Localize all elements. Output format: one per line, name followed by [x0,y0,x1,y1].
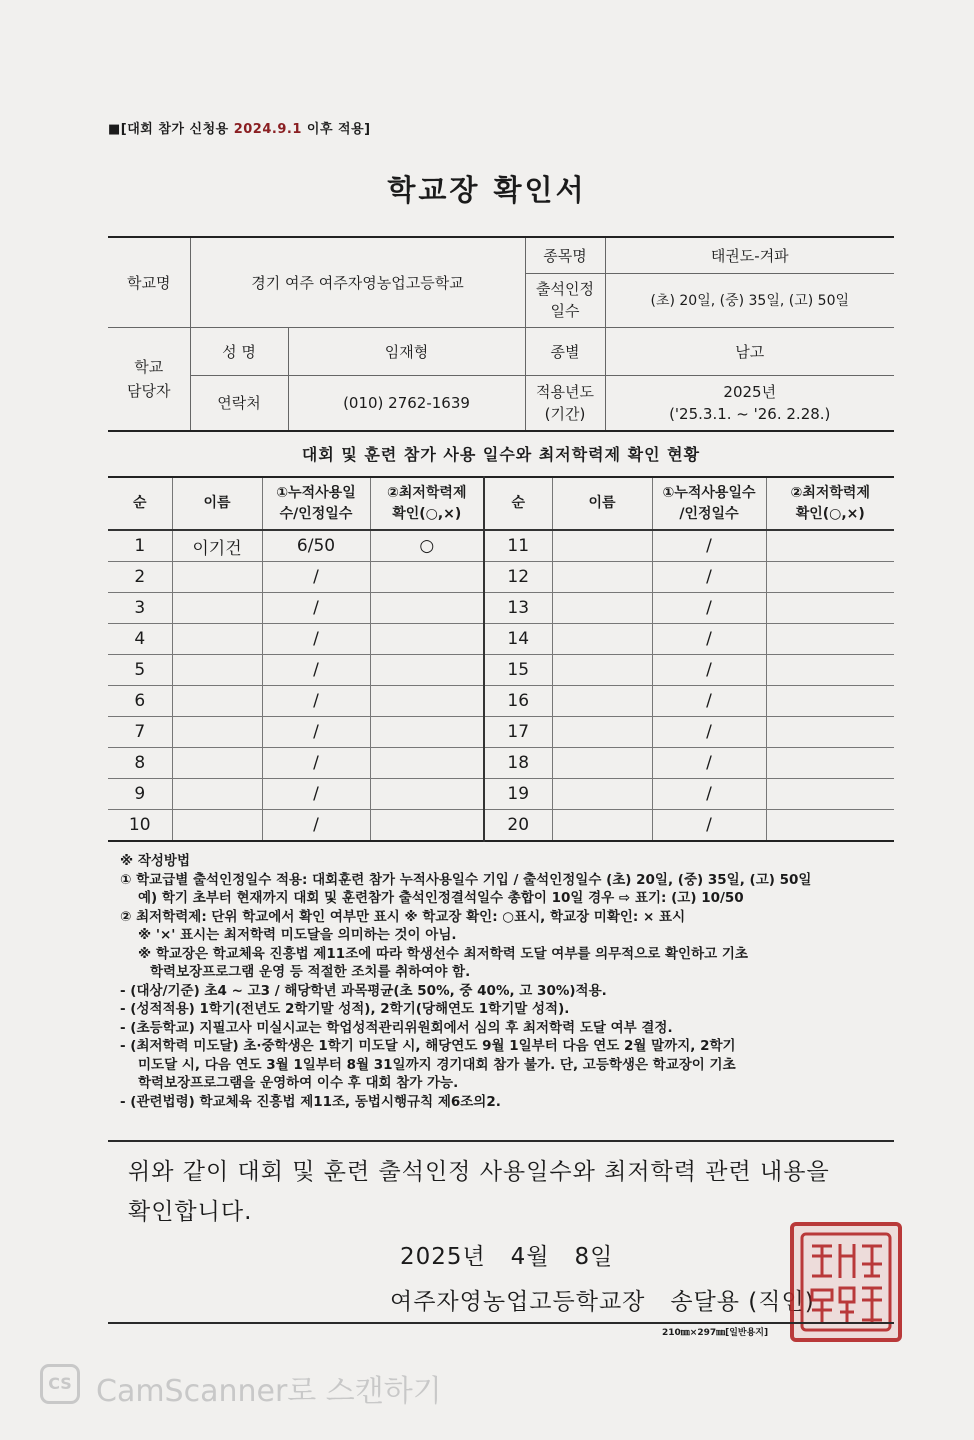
student-name [172,562,262,593]
row-number: 9 [108,779,172,810]
days-used: / [262,779,370,810]
school-name-value: 경기 여주 여주자영농업고등학교 [190,237,525,327]
academic-check [766,779,894,810]
school-name-label: 학교명 [108,237,190,327]
student-name [552,717,652,748]
academic-check [766,810,894,842]
academic-check [370,686,484,717]
academic-check [766,562,894,593]
attendance-value: (초) 20일, (중) 35일, (고) 50일 [605,273,894,327]
note-line: 예) 학기 초부터 현재까지 대회 및 훈련참가 출석인정결석일수 총합이 10일 경우 ⇨ 표기: (고) 10/50 [138,890,744,906]
row-number: 3 [108,593,172,624]
participation-table [108,476,894,842]
table-row [108,810,894,842]
days-used: / [652,530,766,562]
academic-check [370,593,484,624]
days-used: / [652,593,766,624]
header-name-right: 이름 [552,477,652,530]
manager-label: 학교 담당자 [108,327,190,431]
note-line: 미도달 시, 다음 연도 3월 1일부터 8월 31일까지 경기대회 참가 불가. 단, 고등학생은 학교장이 기초 [138,1056,736,1073]
note-line: - (성적적용) 1학기(전년도 2학기말 성적), 2학기(당해연도 1학기말 성적). [120,1001,570,1017]
table-row [108,686,894,717]
table-row [108,655,894,686]
days-used: / [652,779,766,810]
student-name [172,593,262,624]
paper-size-label: 210㎜×297㎜[일반용지] [662,1328,769,1338]
academic-check [370,562,484,593]
student-name [552,530,652,562]
note-line: 학력보장프로그램을 운영하여 이수 후 대회 참가 가능. [138,1075,459,1091]
days-used: / [262,717,370,748]
days-used: / [652,655,766,686]
contact-value: (010) 2762-1639 [288,375,525,431]
header-name: 이름 [172,477,262,530]
row-number: 4 [108,624,172,655]
days-used: 6/50 [262,530,370,562]
academic-check [370,748,484,779]
name-value: 임재형 [288,327,525,375]
note-line: ② 최저학력제: 단위 학교에서 확인 여부만 표시 ※ 학교장 확인: ○표시, 학교장 미확인: × 표시 [120,908,686,925]
document-title: 학교장 확인서 [387,173,587,207]
academic-check: ○ [370,530,484,562]
official-seal [790,1222,902,1342]
header-days: ①누적사용일 수/인정일수 [262,477,370,530]
note-line: ※ 학교장은 학교체육 진흥법 제11조에 따라 학생선수 최저학력 도달 여부를 의무적으로 확인하고 기초 [138,945,748,962]
table-row [108,624,894,655]
student-name [552,593,652,624]
student-name [172,748,262,779]
days-used: / [262,655,370,686]
row-number: 11 [484,530,552,562]
note-line: ※ '×' 표시는 최저학력 미도달을 의미하는 것이 아님. [138,927,457,943]
student-name: 이기건 [172,530,262,562]
gender-value: 남고 [605,327,894,375]
student-name [172,624,262,655]
divider [108,1140,894,1142]
academic-check [766,655,894,686]
row-number: 10 [108,810,172,842]
days-used: / [262,624,370,655]
camscanner-watermark: CamScanner로 스캔하기 [96,1374,442,1409]
sport-value: 태권도-겨파 [605,237,894,273]
academic-check [370,717,484,748]
row-number: 12 [484,562,552,593]
note-heading: ※ 작성방법 [120,853,190,869]
contact-label: 연락처 [190,375,288,431]
confirmation-line-1: 위와 같이 대회 및 훈련 출석인정 사용일수와 최저학력 관련 내용을 [128,1159,830,1185]
confirmation-line-2: 확인합니다. [128,1199,253,1225]
row-number: 7 [108,717,172,748]
note-line: - (최저학력 미도달) 초·중학생은 1학기 미도달 시, 해당연도 9월 1일부터 다음 연도 2월 말까지, 2학기 [120,1038,736,1054]
student-name [172,717,262,748]
table-row [108,779,894,810]
academic-check [766,593,894,624]
academic-check [370,655,484,686]
student-name [172,810,262,842]
academic-check [766,624,894,655]
student-name [552,810,652,842]
student-name [552,779,652,810]
days-used: / [652,810,766,842]
signer-name: 여주자영농업고등학교장 송달용 (직인) [390,1289,815,1315]
gender-label: 종별 [525,327,605,375]
school-info-table [108,236,894,432]
academic-check [370,779,484,810]
top-notice: ■[대회 참가 신청용 2024.9.1 이후 적용] [108,122,371,137]
student-name [172,779,262,810]
days-used: / [652,624,766,655]
table-row [108,530,894,562]
student-name [172,655,262,686]
note-line: - (관련법령) 학교체육 진흥법 제11조, 동법시행규칙 제6조의2. [120,1093,501,1110]
student-name [552,655,652,686]
confirmation-date: 2025년 4월 8일 [400,1244,614,1270]
section-title: 대회 및 훈련 참가 사용 일수와 최저학력제 확인 현황 [301,445,701,464]
row-number: 15 [484,655,552,686]
note-line: ① 학교급별 출석인정일수 적용: 대회훈련 참가 누적사용일수 기입 / 출석인정일수 (초) 20일, (중) 35일, (고) 50일 [120,871,812,888]
row-number: 6 [108,686,172,717]
camscanner-logo-icon: CS [40,1364,80,1404]
writing-instructions [120,852,900,1111]
student-name [552,686,652,717]
student-name [552,748,652,779]
header-check: ②최저학력제 확인(○,×) [370,477,484,530]
row-number: 20 [484,810,552,842]
header-no-right: 순 [484,477,552,530]
header-no: 순 [108,477,172,530]
attendance-label: 출석인정 일수 [525,273,605,327]
days-used: / [262,748,370,779]
student-name [552,562,652,593]
note-line: 학력보장프로그램 운영 등 적절한 조치를 취하여야 함. [150,964,471,980]
student-name [552,624,652,655]
days-used: / [262,593,370,624]
academic-check [766,748,894,779]
days-used: / [262,686,370,717]
student-name [172,686,262,717]
row-number: 2 [108,562,172,593]
row-number: 14 [484,624,552,655]
note-line: - (초등학교) 지필고사 미실시교는 학업성적관리위원회에서 심의 후 최저학력 도달 여부 결정. [120,1019,673,1036]
row-number: 8 [108,748,172,779]
row-number: 17 [484,717,552,748]
year-label: 적용년도 (기간) [525,375,605,431]
days-used: / [262,810,370,842]
row-number: 5 [108,655,172,686]
note-line: - (대상/기준) 초4 ~ 고3 / 해당학년 과목평균(초 50%, 중 40%, 고 30%)적용. [120,982,607,999]
table-row [108,562,894,593]
academic-check [370,624,484,655]
days-used: / [652,717,766,748]
table-row [108,748,894,779]
row-number: 13 [484,593,552,624]
row-number: 19 [484,779,552,810]
row-number: 16 [484,686,552,717]
row-number: 1 [108,530,172,562]
table-row [108,593,894,624]
name-label: 성 명 [190,327,288,375]
confirmation-text [128,1152,888,1232]
academic-check [766,686,894,717]
row-number: 18 [484,748,552,779]
header-days-right: ①누적사용일수 /인정일수 [652,477,766,530]
academic-check [766,717,894,748]
table-row [108,717,894,748]
days-used: / [652,748,766,779]
bottom-divider [108,1322,894,1324]
header-check-right: ②최저학력제 확인(○,×) [766,477,894,530]
year-value: 2025년 ('25.3.1. ~ '26. 2.28.) [605,375,894,431]
sport-label: 종목명 [525,237,605,273]
days-used: / [262,562,370,593]
academic-check [766,530,894,562]
academic-check [370,810,484,842]
days-used: / [652,686,766,717]
days-used: / [652,562,766,593]
